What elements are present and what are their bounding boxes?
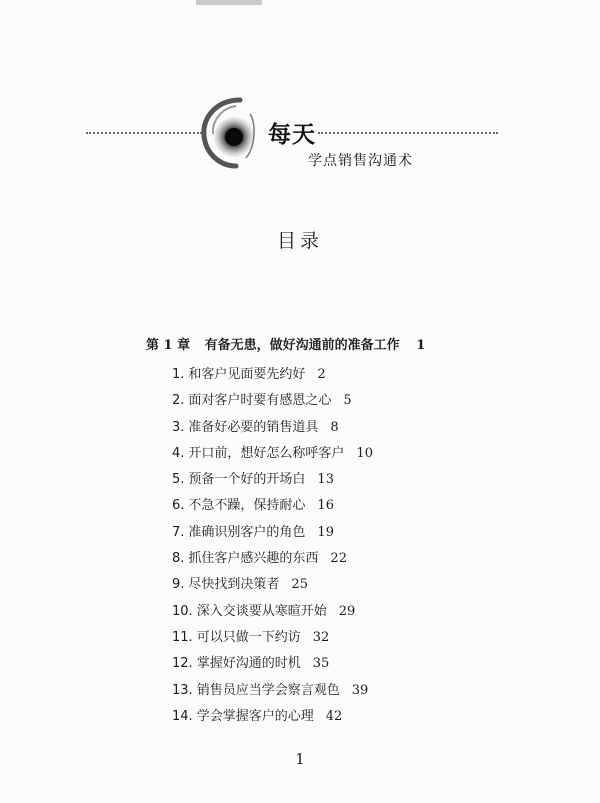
entry-title: 和客户见面要先约好 xyxy=(188,367,306,382)
entry-number: 13. xyxy=(172,682,193,698)
entry-title: 销售员应当学会察言观色 xyxy=(196,682,340,698)
entry-title: 面对客户时要有感恩之心 xyxy=(188,393,332,409)
entry-page: 25 xyxy=(291,577,308,593)
entry-page: 16 xyxy=(317,498,334,514)
entry-page: 32 xyxy=(312,629,330,645)
entry-title: 准确识别客户的角色 xyxy=(188,524,306,540)
entry-number: 6. xyxy=(172,498,185,514)
entry-page: 22 xyxy=(330,551,347,567)
series-header xyxy=(0,88,600,188)
entry-title: 开口前，想好怎么称呼客户 xyxy=(188,445,345,461)
entry-page: 39 xyxy=(351,682,369,698)
chapter-heading xyxy=(146,334,425,353)
entry-title: 可以只做一下约访 xyxy=(196,629,301,645)
entry-number: 4. xyxy=(172,445,185,461)
entry-number: 3. xyxy=(172,419,185,435)
toc-entry xyxy=(172,651,373,677)
chapter-title: 有备无患，做好沟通前的准备工作 xyxy=(204,338,400,353)
swirl-logo-icon xyxy=(196,94,262,170)
chapter-page: 1 xyxy=(416,338,426,353)
dotted-rule-right xyxy=(318,132,498,134)
entry-title: 抓住客户感兴趣的东西 xyxy=(188,551,319,567)
toc-entry xyxy=(172,362,373,388)
toc-entry xyxy=(172,388,373,414)
toc-entry xyxy=(172,572,373,598)
entry-title: 学会掌握客户的心理 xyxy=(196,708,314,724)
entry-page: 10 xyxy=(356,445,373,461)
entry-title: 预备一个好的开场白 xyxy=(188,472,306,488)
entry-number: 5. xyxy=(172,472,185,488)
toc-entries xyxy=(172,362,373,730)
toc-entry xyxy=(172,704,373,730)
toc-entry xyxy=(172,546,373,572)
chapter-label: 第 1 章 xyxy=(146,338,191,353)
entry-page: 8 xyxy=(330,419,339,435)
entry-number: 10. xyxy=(172,603,193,619)
entry-number: 8. xyxy=(172,551,185,567)
entry-page: 42 xyxy=(325,708,343,724)
entry-page: 19 xyxy=(317,524,334,540)
toc-entry xyxy=(172,625,373,651)
toc-entry xyxy=(172,441,373,467)
entry-title: 掌握好沟通的时机 xyxy=(196,656,301,672)
entry-page: 13 xyxy=(317,472,334,488)
entry-page: 5 xyxy=(343,393,352,409)
toc-entry xyxy=(172,467,373,493)
entry-number: 9. xyxy=(172,577,185,593)
toc-entry xyxy=(172,493,373,519)
toc-heading: 目录 xyxy=(276,230,323,252)
entry-title: 不急不躁，保持耐心 xyxy=(188,498,306,514)
entry-page: 29 xyxy=(338,603,356,619)
entry-title: 尽快找到决策者 xyxy=(188,577,280,593)
entry-title: 准备好必要的销售道具 xyxy=(188,419,319,435)
page-number: 1 xyxy=(295,750,305,768)
entry-page: 35 xyxy=(312,656,330,672)
entry-number: 12. xyxy=(172,656,193,672)
toc-entry xyxy=(172,599,373,625)
scan-artifact xyxy=(196,0,262,5)
toc-entry xyxy=(172,520,373,546)
entry-number: 14. xyxy=(172,708,193,724)
entry-title: 深入交谈要从寒暄开始 xyxy=(196,603,327,619)
dotted-rule-left xyxy=(86,132,202,134)
entry-number: 11. xyxy=(172,629,193,645)
toc-entry xyxy=(172,415,373,441)
entry-number: 1. xyxy=(172,367,185,382)
toc-entry xyxy=(172,678,373,704)
entry-number: 2. xyxy=(172,393,185,409)
entry-page: 2 xyxy=(317,367,326,382)
series-title: 每天 xyxy=(268,122,316,148)
entry-number: 7. xyxy=(172,524,185,540)
series-subtitle: 学点销售沟通术 xyxy=(308,153,413,169)
